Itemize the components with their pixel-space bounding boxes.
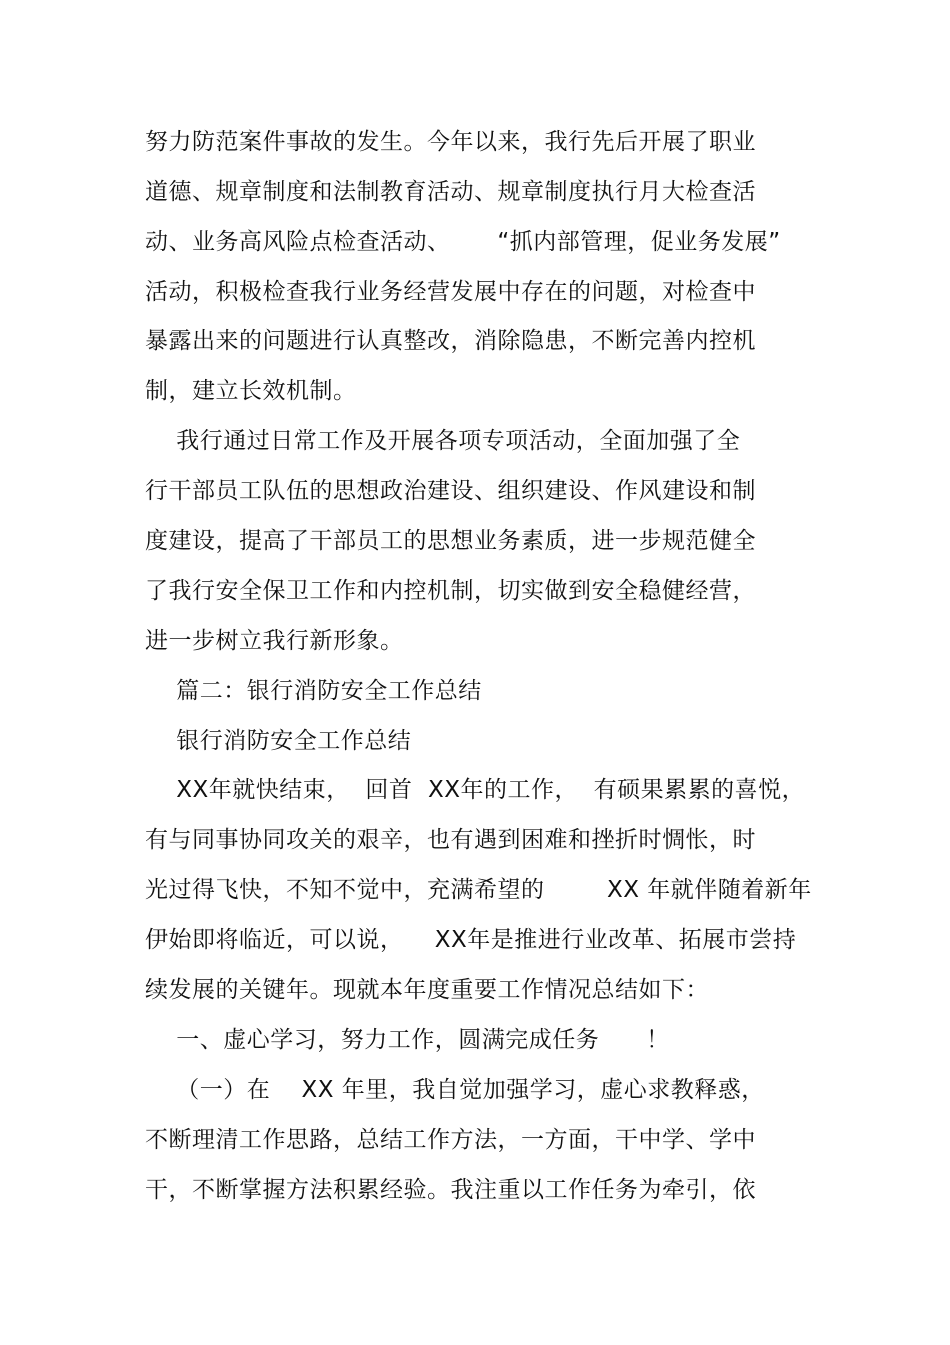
paragraph-line: 不断理清工作思路，总结工作方法，一方面，干中学、学中 [145, 1127, 756, 1153]
paragraph-line: 了我行安全保卫工作和内控机制，切实做到安全稳健经营， [145, 578, 756, 604]
paragraph-line: 有与同事协同攻关的艰辛，也有遇到困难和挫折时惆怅，时 [145, 827, 756, 853]
paragraph-line: 度建设，提高了干部员工的思想业务素质，进一步规范健全 [145, 528, 756, 554]
paragraph-line: 我行通过日常工作及开展各项专项活动，全面加强了全 [145, 428, 741, 454]
paragraph-line: 努力防范案件事故的发生。今年以来，我行先后开展了职业 [145, 129, 756, 155]
paragraph-line: 制，建立长效机制。 [145, 378, 357, 404]
document-title: 银行消防安全工作总结 [145, 728, 412, 754]
paragraph-line: 暴露出来的问题进行认真整改，消除隐患，不断完善内控机 [145, 328, 756, 354]
paragraph-line: XX年就快结束， 回首 XX年的工作， 有硕果累累的喜悦， [145, 777, 806, 803]
paragraph-line: （一）在 XX 年里，我自觉加强学习，虚心求教释惑， [145, 1077, 765, 1103]
paragraph-line: 行干部员工队伍的思想政治建设、组织建设、作风建设和制 [145, 478, 756, 504]
subsection-heading: 一、虚心学习，努力工作，圆满完成任务 ！ [145, 1027, 670, 1053]
paragraph-line: 进一步树立我行新形象。 [145, 628, 404, 654]
paragraph-line: 道德、规章制度和法制教育活动、规章制度执行月大检查活 [145, 179, 756, 205]
paragraph-line: 续发展的关键年。现就本年度重要工作情况总结如下： [145, 977, 709, 1003]
paragraph-line: 光过得飞快，不知不觉中，充满希望的 XX 年就伴随着新年 [145, 877, 812, 903]
paragraph-line: 动、业务高风险点检查活动、 “抓内部管理，促业务发展” [145, 229, 781, 255]
paragraph-line: 伊始即将临近，可以说， XX年是推进行业改革、拓展市尝持 [145, 927, 797, 953]
paragraph-line: 活动，积极检查我行业务经营发展中存在的问题，对检查中 [145, 279, 756, 305]
paragraph-line: 干，不断掌握方法积累经验。我注重以工作任务为牵引，依 [145, 1177, 756, 1203]
section-heading: 篇二：银行消防安全工作总结 [145, 678, 482, 704]
